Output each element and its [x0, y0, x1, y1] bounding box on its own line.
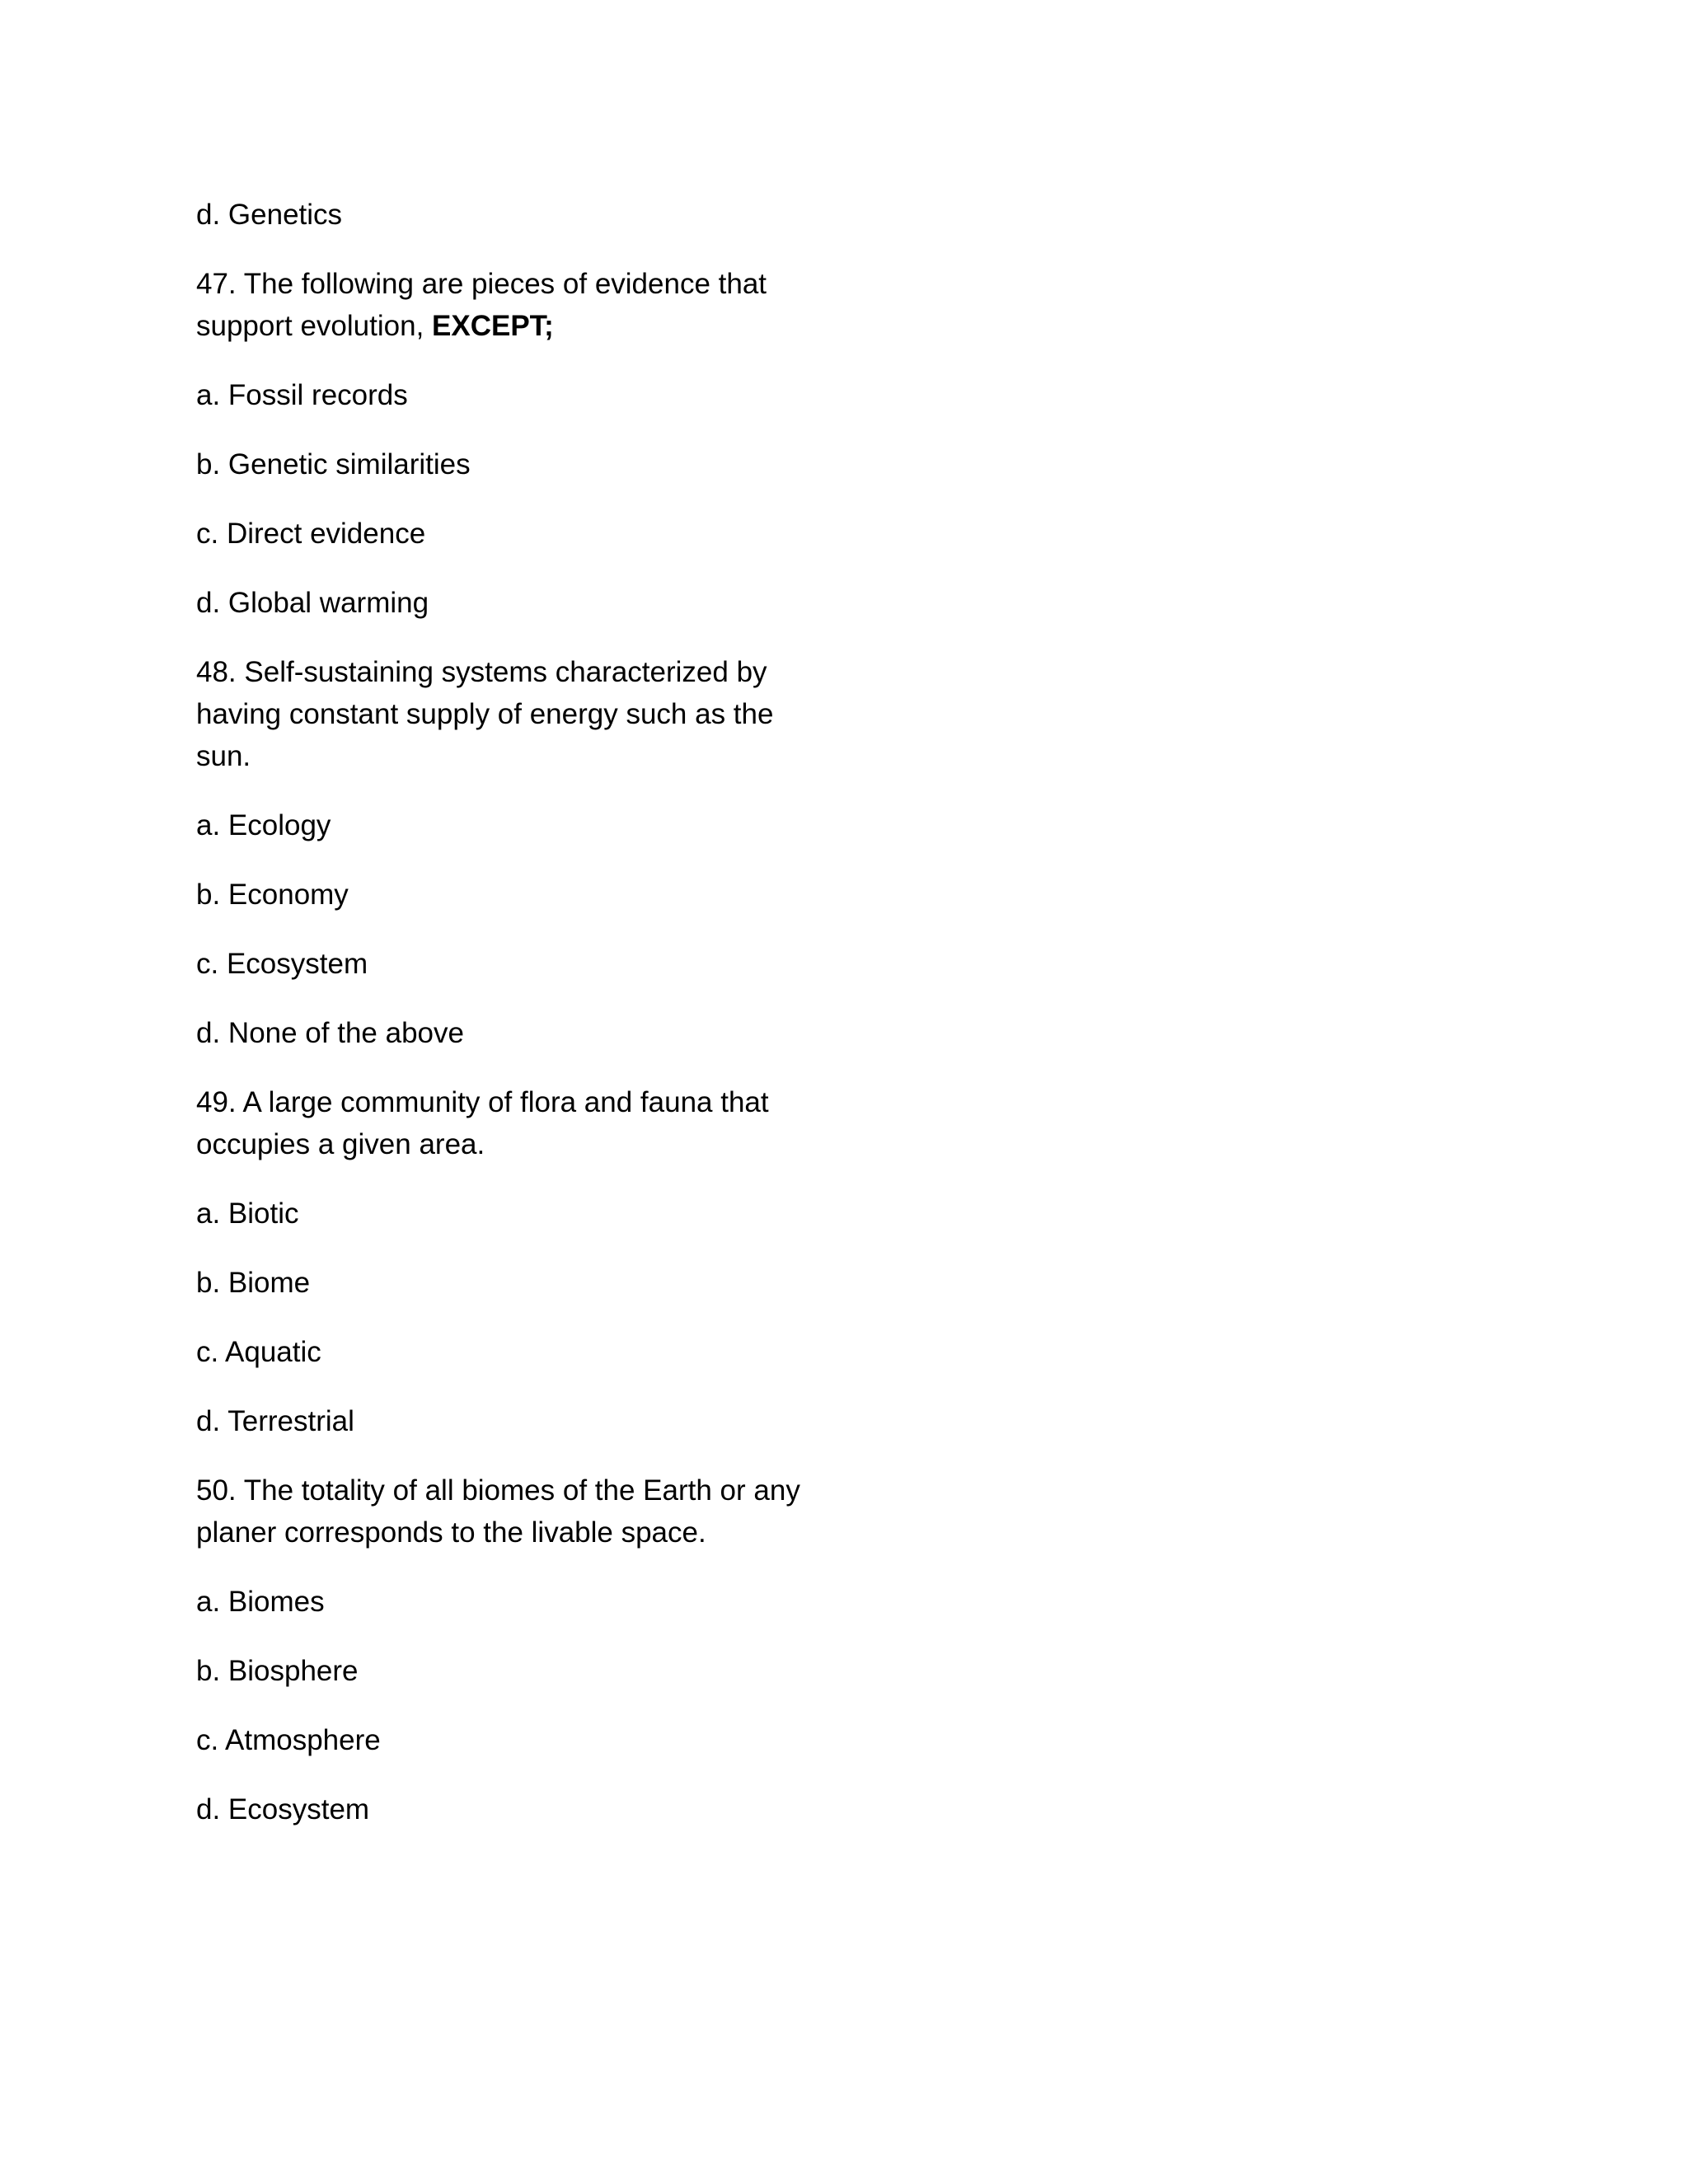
question-49-text: 49. A large community of flora and fauna that [196, 1086, 769, 1118]
option-47-b: b. Genetic similarities [196, 448, 471, 480]
question-48-text-continued: having constant supply of energy such as the [196, 698, 774, 730]
except-emphasis: EXCEPT; [432, 310, 554, 342]
option-46-d: d. Genetics [196, 199, 343, 231]
option-48-d: d. None of the above [196, 1017, 464, 1049]
option-50-b: b. Biosphere [196, 1655, 359, 1687]
option-48-a: a. Ecology [196, 809, 331, 841]
option-49-a: a. Biotic [196, 1197, 299, 1230]
option-47-c: c. Direct evidence [196, 518, 426, 550]
option-50-d: d. Ecosystem [196, 1793, 370, 1825]
option-49-c: c. Aquatic [196, 1336, 321, 1368]
option-50-c: c. Atmosphere [196, 1724, 381, 1756]
option-50-a: a. Biomes [196, 1586, 325, 1618]
question-50-text-continued: planer corresponds to the livable space. [196, 1516, 706, 1549]
question-49-text-continued: occupies a given area. [196, 1128, 485, 1160]
question-47-text-part: support evolution, [196, 310, 433, 342]
question-47-text: 47. The following are pieces of evidence that [196, 268, 767, 300]
option-49-b: b. Biome [196, 1267, 311, 1299]
question-48-text-end: sun. [196, 740, 251, 772]
option-48-b: b. Economy [196, 879, 349, 911]
option-49-d: d. Terrestrial [196, 1405, 354, 1437]
question-48-text: 48. Self-sustaining systems characterized by [196, 656, 767, 688]
option-47-d: d. Global warming [196, 587, 429, 619]
option-47-a: a. Fossil records [196, 379, 408, 411]
option-48-c: c. Ecosystem [196, 948, 368, 980]
question-47-text-continued [196, 309, 554, 344]
question-50-text: 50. The totality of all biomes of the Earth or any [196, 1474, 800, 1507]
